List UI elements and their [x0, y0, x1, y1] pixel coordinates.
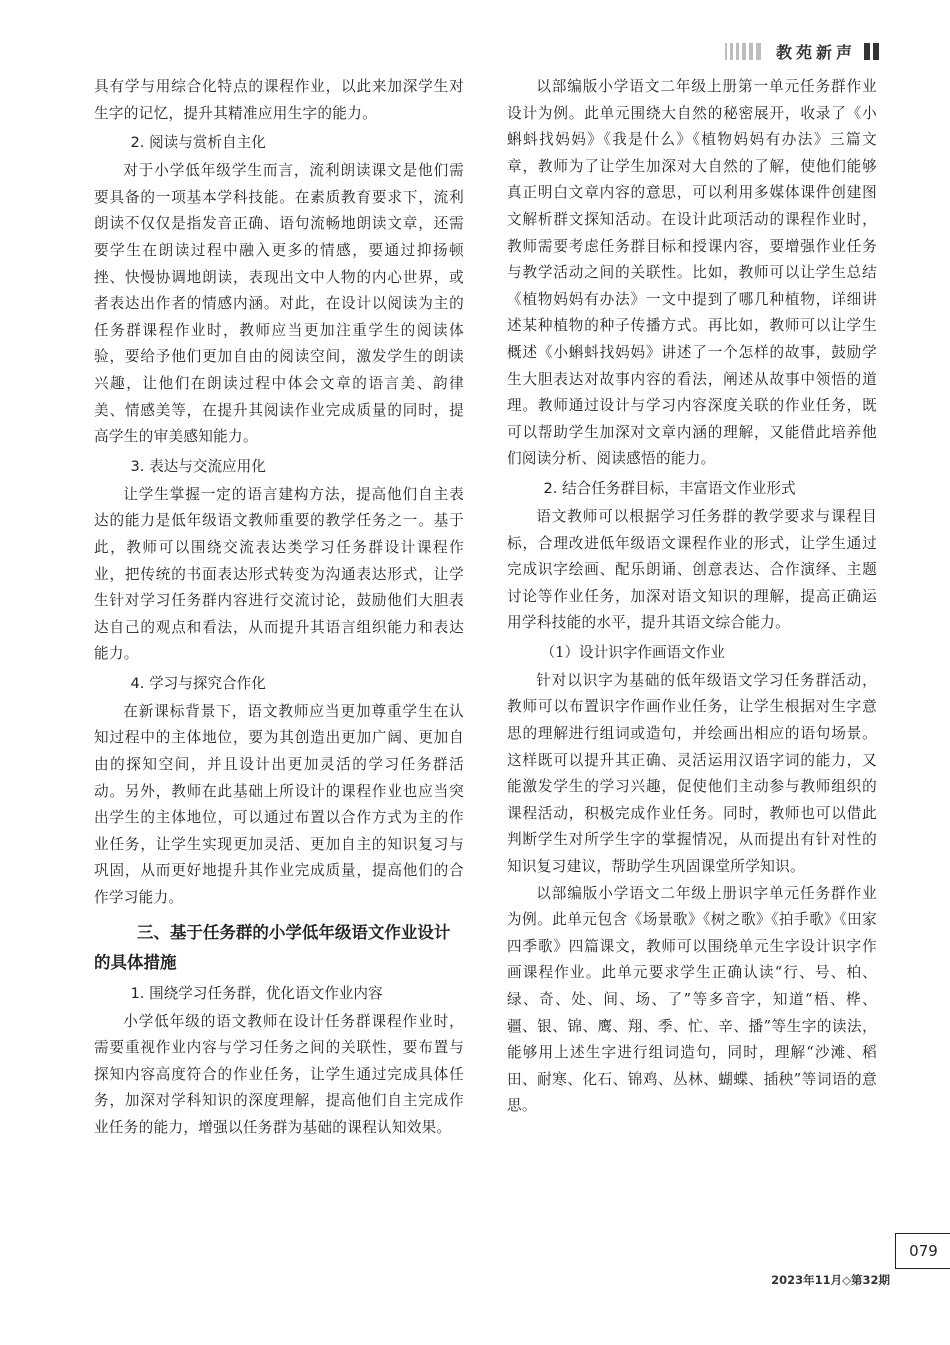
body-paragraph: 在新课标背景下，语文教师应当更加尊重学生在认知过程中的主体地位，要为其创造出更加广阔、更加自由的探知空间，并且设计出更加灵活的学习任务群活动。另外，教师在此基础上所设计的课程作业也应当突出学生的主体地位，可以通过布置以合作方式为主的作业任务，让学生实现更加灵活、更加自主的知识复习与巩固，从而更好地提升其作业完成质量，提高他们的合作学习能力。 [94, 702, 464, 907]
issue-label: 2023年11月◇第32期 [771, 1273, 890, 1287]
right-column [507, 74, 877, 1120]
body-paragraph: 具有学与用综合化特点的课程作业，以此来加深学生对生字的记忆，提升其精准应用生字的能力。 [94, 78, 464, 122]
body-paragraph: 针对以识字为基础的低年级语文学习任务群活动，教师可以布置识字作画作业任务，让学生根据对生字意思的理解进行组词或造句，并绘画出相应的语句场景。这样既可以提升其正确、灵活运用汉语字词的能力，又能激发学生的学习兴趣，促使他们主动参与教师组织的课程活动，积极完成作业任务。同时，教师也可以借此判断学生对所学生字的掌握情况，从而提出有针对性的知识复习建议，帮助学生巩固课堂所学知识。 [507, 671, 877, 876]
subsection-heading: （1）设计识字作画语文作业 [540, 643, 725, 661]
page-number-tab [895, 1233, 950, 1269]
subsection-heading: 2. 结合任务群目标，丰富语文作业形式 [543, 479, 796, 497]
body-paragraph: 对于小学低年级学生而言，流利朗读课文是他们需要具备的一项基本学科技能。在素质教育要求下，流利朗读不仅仅是指发音正确、语句流畅地朗读文章，还需要学生在朗读过程中融入更多的情感，要通过抑扬顿挫、快慢协调地朗读，表现出文中人物的内心世界，或者表达出作者的情感内涵。对此，在设计以阅读为主的任务群课程作业时，教师应当更加注重学生的阅读体验，要给予他们更加自由的阅读空间，激发学生的朗读兴趣，让他们在朗读过程中体会文章的语言美、韵律美、情感美等，在提升其阅读作业完成质量的同时，提高学生的审美感知能力。 [94, 162, 464, 446]
body-paragraph: 语文教师可以根据学习任务群的教学要求与课程目标，合理改进低年级语文课程作业的形式，让学生通过完成识字绘画、配乐朗诵、创意表达、合作演绎、主题讨论等作业任务，加深对语文知识的理解，提高正确运用学科技能的水平，提升其语文综合能力。 [507, 507, 877, 632]
body-paragraph: 以部编版小学语文二年级上册识字单元任务群作业为例。此单元包含《场景歌》《树之歌》《拍手歌》《田家四季歌》四篇课文，教师可以围绕单元生字设计识字作画课程作业。此单元要求学生正确认读“行、号、柏、绿、奇、处、间、场、了”等多音字，知道“梧、桦、疆、银、锦、鹰、翔、季、忙、辛、播”等生字的读法，能够用上述生字进行组词造句，同时，理解“沙滩、稻田、耐寒、化石、锦鸡、丛林、蝴蝶、插秧”等词语的意思。 [507, 884, 877, 1115]
subsection-heading: 3. 表达与交流应用化 [130, 457, 266, 475]
running-header [725, 40, 882, 63]
page-number: 079 [909, 1242, 938, 1260]
subsection-heading: 4. 学习与探究合作化 [130, 674, 266, 692]
left-column [94, 74, 464, 1142]
header-end-bars [864, 43, 882, 60]
section-heading: 三、基于任务群的小学低年级语文作业设计的具体措施 [94, 922, 451, 972]
subsection-heading: 2. 阅读与赏析自主化 [130, 134, 266, 152]
body-paragraph: 让学生掌握一定的语言建构方法，提高他们自主表达的能力是低年级语文教师重要的教学任务之一。基于此，教师可以围绕交流表达类学习任务群设计课程作业，把传统的书面表达形式转变为沟通表达形式，让学生针对学习任务群内容进行交流讨论，鼓励他们大胆表达自己的观点和看法，从而提升其语言组织能力和表达能力。 [94, 485, 464, 663]
body-paragraph: 以部编版小学语文二年级上册第一单元任务群作业设计为例。此单元围绕大自然的秘密展开，收录了《小蝌蚪找妈妈》《我是什么》《植物妈妈有办法》三篇文章，教师为了让学生加深对大自然的了解，使他们能够真正明白文章内容的意思，可以利用多媒体课件创建图文解析群文探知活动。在设计此项活动的课程作业时，教师需要考虑任务群目标和授课内容，要增强作业任务与教学活动之间的关联性。比如，教师可以让学生总结《植物妈妈有办法》一文中提到了哪几种植物，详细讲述某种植物的种子传播方式。再比如，教师可以让学生概述《小蝌蚪找妈妈》讲述了一个怎样的故事，鼓励学生大胆表达对故事内容的看法，阐述从故事中领悟的道理。教师通过设计与学习内容深度关联的作业任务，既可以帮助学生加深对文章内涵的理解，又能借此培养他们阅读分析、阅读感悟的能力。 [507, 78, 877, 468]
body-paragraph: 小学低年级的语文教师在设计任务群课程作业时，需要重视作业内容与学习任务之间的关联性，要布置与探知内容高度符合的作业任务，让学生通过完成具体任务，加深对学科知识的深度理解，提高他们自主完成作业任务的能力，增强以任务群为基础的课程认知效果。 [94, 1012, 464, 1136]
header-gradient-bars [725, 43, 764, 60]
section-title: 教苑新声 [775, 43, 856, 62]
subsection-heading: 1. 围绕学习任务群，优化语文作业内容 [130, 984, 383, 1002]
